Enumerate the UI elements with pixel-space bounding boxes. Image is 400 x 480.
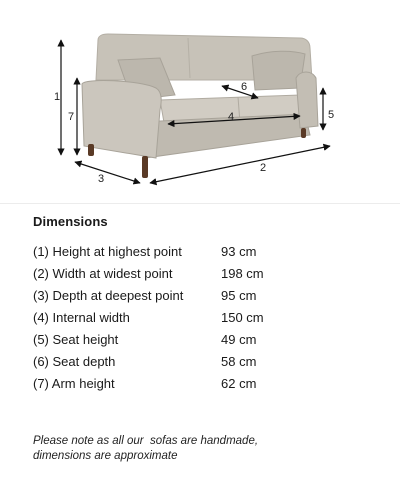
dimension-row	[33, 332, 363, 354]
leg-front-right	[301, 128, 306, 138]
handmade-note	[33, 434, 363, 464]
dimension-row	[33, 354, 363, 376]
dimension-value: 93 cm	[221, 244, 257, 259]
marker-6: 6	[241, 81, 248, 93]
dimensions-table	[33, 244, 363, 398]
dimension-label: (7) Arm height	[33, 376, 115, 391]
dimension-value: 150 cm	[221, 310, 264, 325]
dimension-label: (3) Depth at deepest point	[33, 288, 184, 303]
dimension-label: (4) Internal width	[33, 310, 130, 325]
dimension-row	[33, 376, 363, 398]
leg-back-left	[88, 144, 94, 156]
dimension-value: 58 cm	[221, 354, 257, 369]
dimensions-heading: Dimensions	[33, 214, 108, 229]
dimension-row	[33, 310, 363, 332]
dimension-row	[33, 266, 363, 288]
right-arm	[296, 72, 318, 128]
dimension-label: (5) Seat height	[33, 332, 119, 347]
note-line-1: Please note as all our sofas are handmade,	[33, 435, 259, 447]
sofa-dimension-diagram	[0, 0, 400, 200]
dimension-row	[33, 288, 363, 310]
marker-5: 5	[328, 109, 335, 121]
section-divider	[0, 203, 400, 204]
marker-7: 7	[68, 111, 75, 123]
dimension-label: (1) Height at highest point	[33, 244, 182, 259]
marker-2: 2	[260, 162, 267, 174]
note-line-2: dimensions are approximate	[33, 450, 178, 462]
marker-4: 4	[228, 111, 235, 123]
dimension-value: 62 cm	[221, 376, 257, 391]
dimension-label: (6) Seat depth	[33, 354, 116, 369]
leg-front-left	[142, 156, 148, 178]
dimension-value: 198 cm	[221, 266, 264, 281]
marker-3: 3	[98, 173, 105, 185]
dimension-value: 95 cm	[221, 288, 257, 303]
marker-1: 1	[54, 91, 61, 103]
dimension-value: 49 cm	[221, 332, 257, 347]
dimension-label: (2) Width at widest point	[33, 266, 173, 281]
dimension-row	[33, 244, 363, 266]
